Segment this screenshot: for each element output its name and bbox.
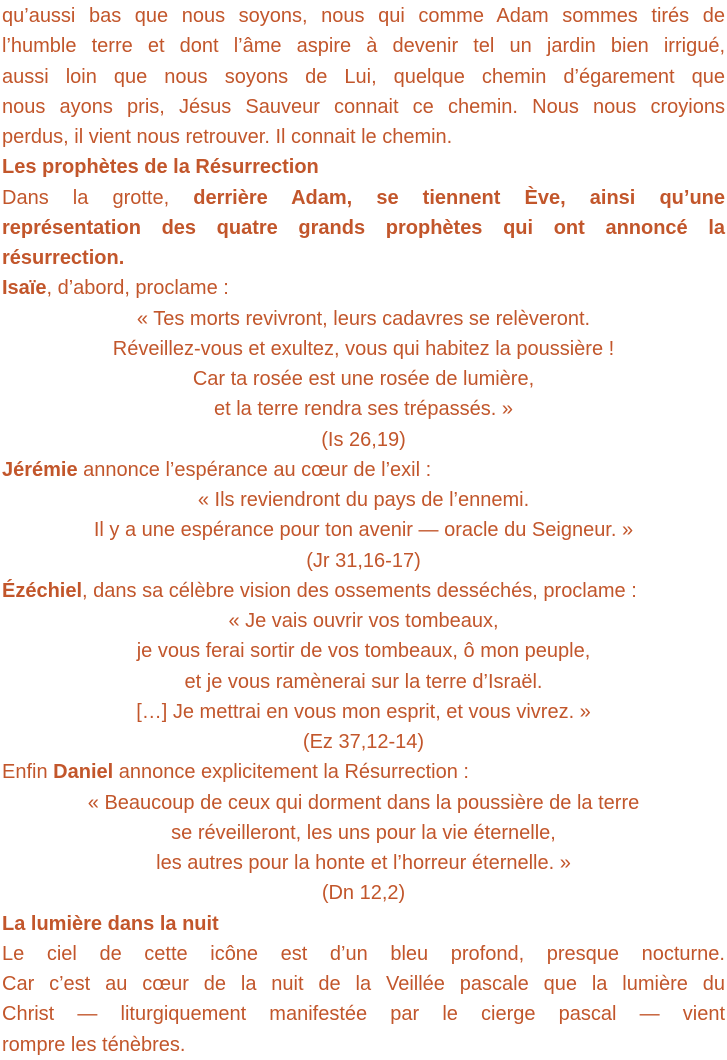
quote-isaie-line [2,334,725,364]
text-segment: (Is 26,19) [321,428,406,451]
para-lumiere-line [2,1030,725,1060]
para-grotte-line [2,183,725,213]
text-segment: qu’aussi bas que nous soyons, nous qui comme Adam sommes tirés de [2,5,725,27]
quote-daniel-line [2,818,725,848]
text-segment: et je vous ramènerai sur la terre d’Israël. [184,670,543,693]
text-segment: Il y a une espérance pour ton avenir — oracle du Seigneur. » [93,519,634,542]
intro-paragraph-line [2,62,725,92]
para-grotte-line [2,213,725,243]
text-segment: résurrection. [2,247,125,269]
para-grotte-line [2,243,725,273]
text-segment: Dans la grotte, [2,186,194,209]
heading-la-lumiere [2,909,725,939]
quote-daniel-line [2,788,725,818]
text-segment: , d’abord, proclame : [46,277,229,300]
text-segment: Réveillez-vous et exultez, vous qui habitez la poussière ! [112,337,615,360]
text-segment: Car c’est au cœur de la nuit de la Veillée pascale que la lumière du [2,973,725,995]
para-lumiere-line [2,939,725,969]
text-segment: (Jr 31,16-17) [306,549,421,572]
isaie-intro-line [2,273,725,303]
quote-isaie-line [2,364,725,394]
text-segment: derrière Adam, se tiennent Ève, ainsi qu’une [193,186,725,209]
text-segment: annonce l’espérance au cœur de l’exil : [77,458,432,481]
intro-paragraph-line [2,31,725,61]
intro-paragraph-line [2,1,725,31]
quote-jeremie-line [2,485,725,515]
text-segment: aussi loin que nous soyons de Lui, quelque chemin d’égarement que [2,65,725,88]
text-segment: Daniel [53,761,114,784]
text-segment: Ézéchiel [2,579,83,602]
text-segment: Le ciel de cette icône est d’un bleu profond, presque nocturne. [2,942,725,965]
quote-isaie-line [2,394,725,424]
text-segment: […] Je mettrai en vous mon esprit, et vous vivrez. » [136,700,591,723]
daniel-intro-line [2,757,725,787]
text-segment: rompre les ténèbres. [2,1033,186,1056]
text-segment: annonce explicitement la Résurrection : [113,761,469,784]
text-segment: l’humble terre et dont l’âme aspire à devenir tel un jardin bien irrigué, [2,35,725,58]
text-segment: se réveilleront, les uns pour la vie éternelle, [171,821,556,844]
quote-ezechiel-line [2,667,725,697]
para-lumiere-line [2,969,725,999]
text-segment: La lumière dans la nuit [2,912,219,935]
text-segment: , dans sa célèbre vision des ossements desséchés, proclame : [82,579,637,602]
quote-isaie-line [2,304,725,334]
text-segment: (Dn 12,2) [321,882,406,905]
text-segment: Jérémie [2,458,78,481]
text-segment: « Ils reviendront du pays de l’ennemi. [197,489,530,511]
quote-ezechiel-line [2,606,725,636]
text-segment: je vous ferai sortir de vos tombeaux, ô mon peuple, [136,640,591,663]
text-segment: « Beaucoup de ceux qui dorment dans la poussière de la terre [87,791,640,814]
quote-ezechiel-line [2,636,725,666]
text-segment: représentation des quatre grands prophètes qui ont annoncé la [2,216,725,239]
text-segment: (Ez 37,12-14) [302,731,425,753]
intro-paragraph-line [2,122,725,152]
text-segment: nous ayons pris, Jésus Sauveur connait ce chemin. Nous nous croyions [2,95,725,118]
text-segment: Car ta rosée est une rosée de lumière, [192,368,535,390]
para-lumiere-line [2,999,725,1029]
text-segment: Les prophètes de la Résurrection [2,156,319,179]
quote-daniel-line [2,848,725,878]
heading-les-prophetes [2,152,725,182]
ref-jeremie [2,546,725,576]
intro-paragraph-line [2,92,725,122]
ref-daniel [2,878,725,908]
text-segment: perdus, il vient nous retrouver. Il connait le chemin. [2,126,453,148]
text-segment: Christ — liturgiquement manifestée par le cierge pascal — vient [2,1003,725,1026]
text-segment: « Je vais ouvrir vos tombeaux, [228,610,499,632]
ref-ezechiel [2,727,725,757]
ezechiel-intro-line [2,576,725,606]
text-segment: Isaïe [2,277,47,300]
quote-jeremie-line [2,515,725,545]
jeremie-intro-line [2,455,725,485]
text-segment: « Tes morts revivront, leurs cadavres se relèveront. [136,307,591,330]
text-segment: et la terre rendra ses trépassés. » [213,398,514,421]
text-segment: Enfin [2,761,54,784]
text-segment: les autres pour la honte et l’horreur éternelle. » [156,852,571,874]
ref-isaie [2,425,725,455]
quote-ezechiel-line [2,697,725,727]
